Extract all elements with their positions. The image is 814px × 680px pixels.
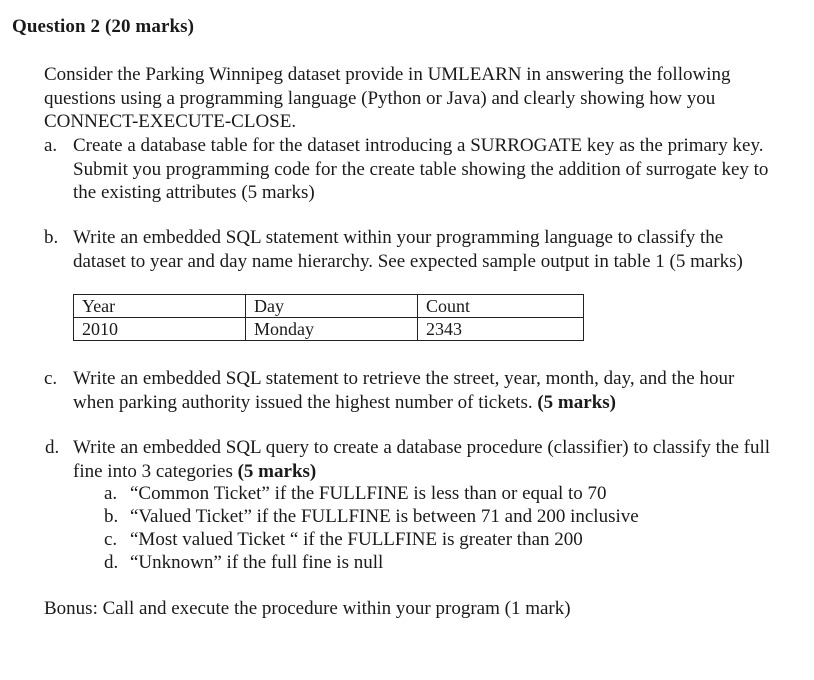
subitem-c-text: “Most valued Ticket “ if the FULLFINE is greater than 200 [130,529,583,550]
subitem-b-letter: b. [104,506,119,527]
question-d-letter: d. [45,437,60,458]
question-b-letter: b. [44,227,59,248]
question-c-body [73,367,773,414]
question-c-text: Write an embedded SQL statement to retrieve the street, year, month, day, and the hour when parking authority issued the highest number of tickets. [73,368,735,413]
question-d-body [73,436,793,483]
question-a-text: Create a database table for the dataset introducing a SURROGATE key as the primary key. Submit you programming code for the create table showing the addition of surrogate key to the existing attributes (5 marks) [73,135,769,203]
question-d-text: Write an embedded SQL query to create a database procedure (classifier) to classify the full fine into 3 categories [73,437,771,482]
subitem-b-text: “Valued Ticket” if the FULLFINE is between 71 and 200 inclusive [130,506,639,527]
subitem-a-text: “Common Ticket” if the FULLFINE is less than or equal to 70 [130,483,607,504]
intro-paragraph: Consider the Parking Winnipeg dataset provide in UMLEARN in answering the following questions using a programming language (Python or Java) and clearly showing how you CONNECT-EXECUTE-CLOSE. [44,64,731,132]
sample-output-table [73,294,584,341]
table-row [74,318,584,341]
subitem-c-letter: c. [104,529,118,550]
question-c-marks: (5 marks) [537,391,616,413]
table-header-day: Day [246,295,418,318]
bonus-text: Bonus: Call and execute the procedure within your program (1 mark) [44,598,571,619]
table-header-count: Count [418,295,584,318]
question-c-letter: c. [44,368,58,389]
subitem-d-letter: d. [104,552,119,573]
table-cell-day: Monday [246,318,418,341]
table-cell-count: 2343 [418,318,584,341]
question-a-letter: a. [44,135,58,156]
question-b-text: Write an embedded SQL statement within your programming language to classify the dataset to year and day name hierarchy. See expected sample output in table 1 (5 marks) [73,227,743,272]
question-heading: Question 2 (20 marks) [12,16,195,37]
table-header-year: Year [74,295,246,318]
table-header-row [74,295,584,318]
table-cell-year: 2010 [74,318,246,341]
subitem-a-letter: a. [104,483,118,504]
question-d-marks: (5 marks) [237,460,317,482]
subitem-d-text: “Unknown” if the full fine is null [130,552,384,573]
